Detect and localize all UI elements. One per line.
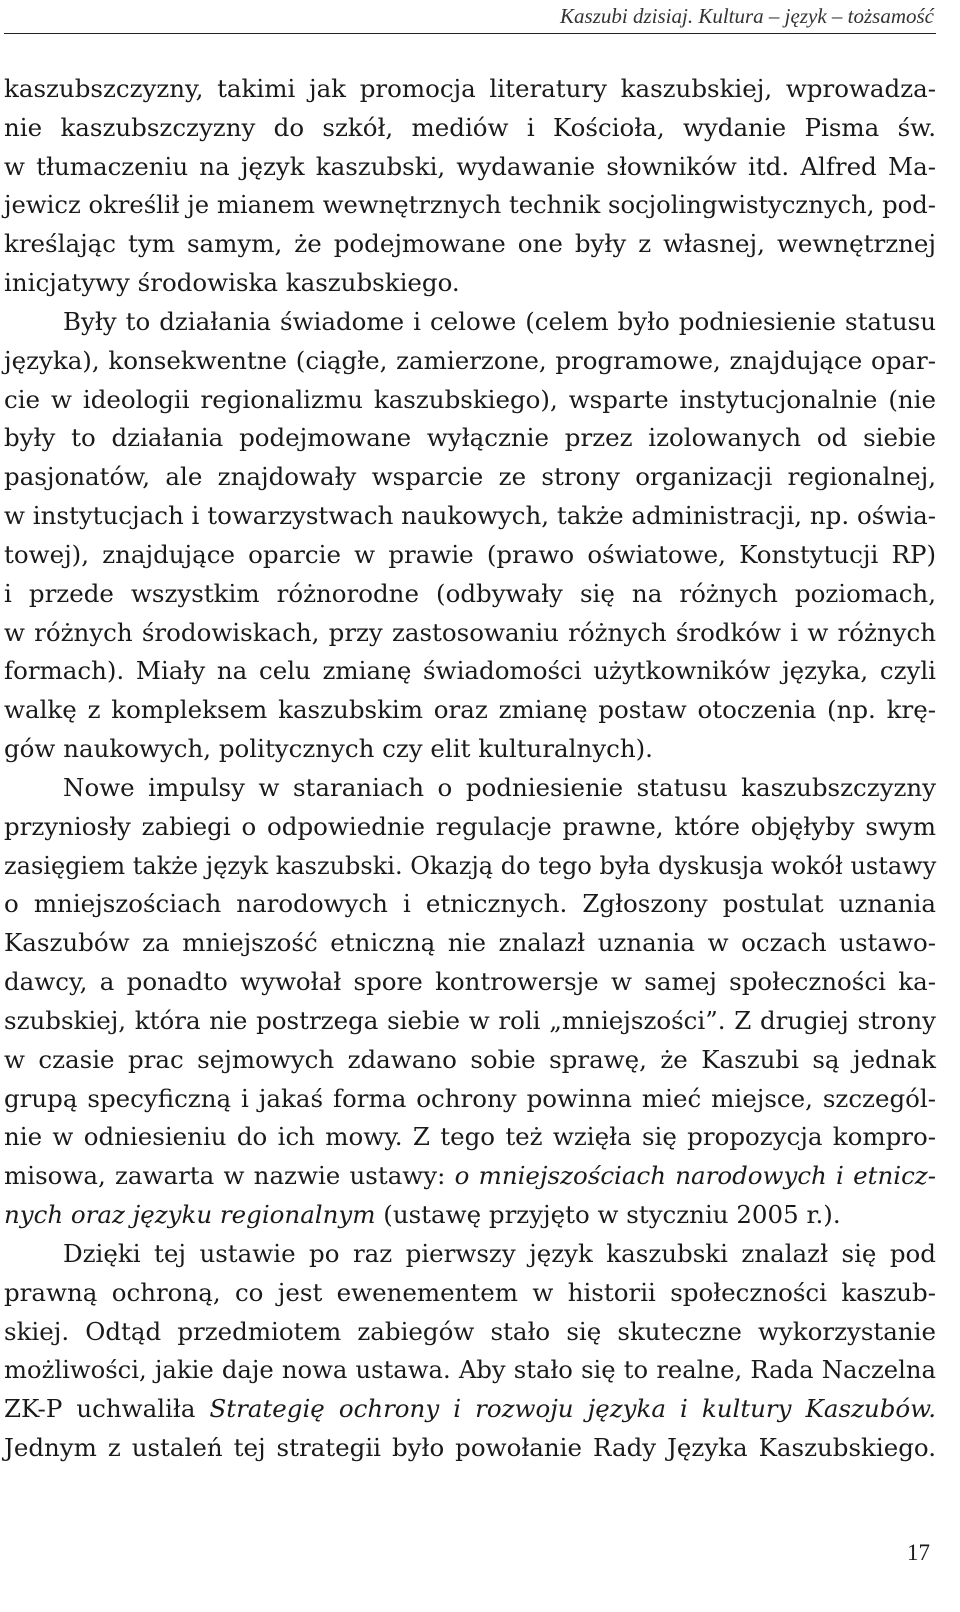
text-line <box>4 1041 936 1080</box>
text-segment: dawcy, a ponadto wywołał spore kontrowersje w samej społeczności ka- <box>4 967 936 997</box>
text-line <box>4 148 936 187</box>
text-segment: inicjatywy środowiska kaszubskiego. <box>4 268 460 298</box>
text-line <box>4 730 936 769</box>
text-segment: o mniejszościach narodowych i etnicznych. Zgłoszony postulat uznania <box>4 889 936 919</box>
text-line <box>4 652 936 691</box>
text-segment: Dzięki tej ustawie po raz pierwszy język kaszubski znalazł się pod <box>63 1238 936 1268</box>
text-line <box>4 497 936 536</box>
page-number: 17 <box>907 1540 930 1565</box>
text-line <box>4 847 936 886</box>
text-line <box>4 1429 936 1468</box>
text-segment: grupą specyficzną i jakaś forma ochrony powinna mieć miejsce, szczegól- <box>4 1083 936 1113</box>
text-line <box>4 1002 936 1041</box>
text-line <box>4 186 936 225</box>
text-line <box>4 264 936 303</box>
text-segment: cie w ideologii regionalizmu kaszubskiego), wsparte instytucjonalnie (nie <box>4 384 936 414</box>
text-line <box>4 342 936 381</box>
text-segment: misowa, zawarta w nazwie ustawy: <box>4 1161 455 1191</box>
text-line <box>4 536 936 575</box>
text-line <box>4 924 936 963</box>
text-segment: Były to działania świadome i celowe (celem było podniesienie statusu <box>63 306 936 336</box>
text-segment: były to działania podejmowane wyłącznie przez izolowanych od siebie <box>4 423 936 453</box>
text-segment: towej), znajdujące oparcie w prawie (prawo oświatowe, Konstytucji RP) <box>4 539 936 569</box>
text-line <box>4 303 936 342</box>
text-line <box>4 1351 936 1390</box>
text-segment: ZK-P uchwaliła <box>4 1394 210 1424</box>
text-segment: nie kaszubszczyzny do szkół, mediów i Kościoła, wydanie Pisma św. <box>4 112 936 142</box>
text-segment: nie w odniesieniu do ich mowy. Z tego też wzięła się propozycja kompro- <box>4 1122 936 1152</box>
running-head: Kaszubi dzisiaj. Kultura – język – tożsamość <box>560 4 934 28</box>
text-line <box>4 70 936 109</box>
text-line <box>4 885 936 924</box>
text-line <box>4 1080 936 1119</box>
text-segment: walkę z kompleksem kaszubskim oraz zmianę postaw otoczenia (np. krę- <box>4 695 936 725</box>
text-segment: w czasie prac sejmowych zdawano sobie sprawę, że Kaszubi są jednak <box>4 1044 936 1074</box>
text-line <box>4 225 936 264</box>
text-line <box>4 1118 936 1157</box>
text-line <box>4 614 936 653</box>
text-segment: Jednym z ustaleń tej strategii było powołanie Rady Języka Kaszubskiego. <box>4 1432 936 1462</box>
text-line <box>4 1196 936 1235</box>
text-segment: pasjonatów, ale znajdowały wsparcie ze strony organizacji regionalnej, <box>4 462 936 492</box>
text-segment: formach). Miały na celu zmianę świadomości użytkowników języka, czyli <box>4 656 936 686</box>
text-segment: i przede wszystkim różnorodne (odbywały się na różnych poziomach, <box>4 578 936 608</box>
text-segment: kreślając tym samym, że podejmowane one były z własnej, wewnętrznej <box>4 229 936 259</box>
text-segment: w instytucjach i towarzystwach naukowych, także administracji, np. oświa- <box>4 501 936 531</box>
text-line <box>4 691 936 730</box>
body-text <box>4 70 936 1468</box>
text-line <box>4 1313 936 1352</box>
text-line <box>4 458 936 497</box>
text-line <box>4 808 936 847</box>
text-line <box>4 381 936 420</box>
text-segment: przyniosły zabiegi o odpowiednie regulacje prawne, które objęłyby swym <box>4 811 936 841</box>
text-line <box>4 419 936 458</box>
text-line <box>4 769 936 808</box>
text-segment: kaszubszczyzny, takimi jak promocja literatury kaszubskiej, wprowadza- <box>4 74 936 103</box>
text-segment: języka), konsekwentne (ciągłe, zamierzone, programowe, znajdujące opar- <box>4 345 936 375</box>
text-line <box>4 1390 936 1429</box>
text-segment: możliwości, jakie daje nowa ustawa. Aby stało się to realne, Rada Naczelna <box>4 1355 936 1385</box>
text-segment: Kaszubów za mniejszość etniczną nie znalazł uznania w oczach ustawo- <box>4 928 936 958</box>
text-line <box>4 1274 936 1313</box>
text-segment: w tłumaczeniu na język kaszubski, wydawanie słowników itd. Alfred Ma- <box>4 151 936 181</box>
text-segment: (ustawę przyjęto w styczniu 2005 r.). <box>375 1200 841 1230</box>
text-segment: gów naukowych, politycznych czy elit kulturalnych). <box>4 734 653 764</box>
italic-title-segment: o mniejszościach narodowych i etnicz- <box>454 1161 936 1191</box>
text-line <box>4 1157 936 1196</box>
text-line <box>4 963 936 1002</box>
text-segment: szubskiej, która nie postrzega siebie w roli „mniejszości”. Z drugiej strony <box>4 1005 936 1035</box>
header-rule <box>4 33 936 34</box>
italic-title-segment: Strategię ochrony i rozwoju języka i kultury Kaszubów. <box>209 1394 936 1424</box>
text-segment: prawną ochroną, co jest ewenementem w historii społeczności kaszub- <box>4 1277 936 1307</box>
text-segment: w różnych środowiskach, przy zastosowaniu różnych środków i w różnych <box>4 617 936 647</box>
text-segment: Nowe impulsy w staraniach o podniesienie statusu kaszubszczyzny <box>63 772 936 802</box>
text-line <box>4 109 936 148</box>
text-line <box>4 1235 936 1274</box>
text-segment: jewicz określił je mianem wewnętrznych technik socjolingwistycznych, pod- <box>4 190 936 220</box>
text-line <box>4 575 936 614</box>
italic-title-segment: nych oraz języku regionalnym <box>4 1200 376 1230</box>
text-segment: zasięgiem także język kaszubski. Okazją do tego była dyskusja wokół ustawy <box>4 851 937 880</box>
text-segment: skiej. Odtąd przedmiotem zabiegów stało się skuteczne wykorzystanie <box>4 1316 936 1346</box>
